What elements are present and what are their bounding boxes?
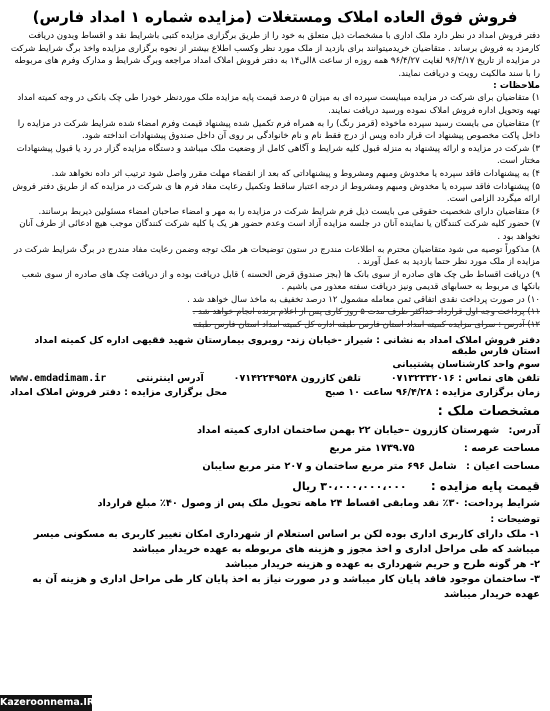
- explanation-1: ۱- ملک دارای کاربری اداری بوده لکن بر اساس استعلام از شهرداری امکان تغییر کاربری به مسکونی میسر میباشد که طی مراحل اداری و اخذ مجوز و هزینه های مربوطه به عهده خریدار میباشد: [33, 528, 540, 555]
- clause-9: ۹) دریافت اقساط طی چک های صادره از سوی بانک ها (بجز صندوق قرض الحسنه ) قابل دریافت بوده و از دریافت چک های صادره از سوی شعب بانکها ی مربوط به حسابهای قدیمی ونیز دریافت سفته معذور می باشیم .: [21, 269, 540, 293]
- notice-title: فروش فوق العاده املاک ومستغلات (مزایده شماره ۱ امداد فارس): [32, 8, 518, 26]
- spec-land-area: [10, 441, 540, 456]
- spec-land-area-label: مساحت عرصه :: [463, 442, 540, 454]
- schedule-row: [10, 387, 540, 398]
- website-label: آدرس اینترنتی: [136, 372, 204, 384]
- explanation-3: ۳- ساختمان موجود فاقد پایان کار میباشد و در صورت نیاز به اخذ پایان کار طی مراحل اداری و هزینه آن به عهده خریدار میباشد: [32, 573, 540, 600]
- spec-address: [10, 423, 540, 438]
- property-specs-title: مشخصات ملک :: [437, 403, 540, 419]
- spec-address-label: آدرس:: [508, 424, 540, 436]
- clause-6: ۶) متقاضیان دارای شخصیت حقوقی می بایست ذیل فرم شرایط شرکت در مزایده را به مهر و امضاء صاحبان امضاء مسئولین ذیربط برسانند.: [38, 206, 540, 217]
- spec-building-area: [10, 459, 540, 474]
- clauses-list: [10, 92, 540, 331]
- payment-terms: شرایط پرداخت: ۳۰٪ نقد ومابقی اقساط ۲۴ ماهه تحویل ملک پس از وصول ۴۰٪ مبلغ قرارداد: [97, 497, 540, 509]
- explanation-2: ۲- هر گونه طرح و حریم شهرداری به عهده و هزینه خریدار میباشد: [225, 558, 540, 570]
- struck-line-2: ۱۲) آدرس : سرای مزایده کمیته امداد استان فارس طبقه اداره کل کمیته امداد استان فارس طبقه: [193, 320, 540, 331]
- clause-4: ۴) به پیشنهادات فاقد سپرده یا مخدوش ومبهم ومشروط و پیشنهاداتی که بعد از انقضاء مهلت مقرر واصل شود ترتیب اثر داده نخواهد شد.: [51, 168, 540, 179]
- base-price: [10, 479, 540, 493]
- notes-heading: ملاحظات :: [493, 81, 540, 92]
- office-address: دفتر فروش املاک امداد به نشانی : شیراز -خیابان زند- روبروی بیمارستان شهید فقیهی اداره کل کمیته امداد استان فارس طبقه: [34, 334, 540, 357]
- watermark-badge: Kazeroonnema.IR: [0, 695, 92, 711]
- phone-main: تلفن های تماس : ۰۷۱۳۲۳۳۲۰۱۶: [390, 372, 540, 384]
- office-unit: سوم واحد کارشناسان پشتیبانی: [392, 358, 540, 370]
- spec-address-value: شهرستان کازرون –خیابان ۲۲ بهمن ساختمان اداری کمیته امداد: [196, 424, 500, 436]
- phone-kazeroon: تلفن کازرون ۰۷۱۴۲۲۴۹۵۴۸: [233, 372, 361, 384]
- explanations-heading: توضیحات :: [490, 513, 540, 525]
- auction-date: زمان برگزاری مزایده : ۹۶/۴/۲۸ ساعت ۱۰ صبح: [325, 386, 540, 398]
- clause-2: ۲) متقاضیان می بایست رسید سپرده ماخوذه (قرمز رنگ) را به همراه فرم تکمیل شده پیشنهاد قیمت وفرم امضاء شده شرایط شرکت در مزایده را داخل پاکت مخصوص پیشنهاد ات قرار داده وپس از درج فقط نام و نام خانوادگی بر روی آن داخل صندوق پیشنهادات انداخته شود.: [17, 118, 540, 142]
- clause-10: ۱۰) در صورت پرداخت نقدی اتفاقی ثمن معامله مشمول ۱۲ درصد تخفیف به ماخذ سال خواهد شد .: [187, 294, 540, 305]
- clause-1: ۱) متقاضیان برای شرکت در مزایده میبایست سپرده ای به میزان ۵ درصد قیمت پایه مزایده ملک موردنظر خودرا طی چک بانکی در وجه کمیته امداد تهیه وتحویل اداره فروش املاک نموده ورسید دریافت نمایند.: [17, 93, 540, 116]
- auction-venue: محل برگزاری مزایده : دفتر فروش املاک امداد: [10, 386, 228, 398]
- contact-row: [10, 373, 540, 384]
- base-price-label: قیمت پایه مزایده :: [430, 478, 540, 493]
- spec-building-area-value: شامل ۶۹۶ متر مربع ساختمان و ۲۰۷ متر مربع سایبان: [202, 460, 457, 472]
- base-price-value: ۳۰،۰۰۰،۰۰۰،۰۰۰ ریال: [292, 479, 407, 493]
- spec-building-area-label: مساحت اعیان :: [466, 460, 540, 472]
- struck-line-1: ۱۱) پرداخت وجه اول قرارداد حداکثر ظرف مدت ۵ روز کاری پس از اعلام برنده انجام خواهد شد .: [192, 307, 540, 318]
- intro-paragraph: دفتر فروش امداد در نظر دارد ملک اداری با مشخصات ذیل متعلق به خود را از طریق برگزاری مزایده کتبی باشرایط نقد و اقساط وبدون دریافت کارمزد به فروش برساند . متقاضیان خریدمیتوانند برای بازدید از ملک مورد نظر وکسب اطلاع بیشتر از نحوه برگزاری مزایده واخذ برگ شرایط شرکت در مزایده از تاریخ ۹۶/۴/۱۷ لغایت ۹۶/۴/۲۷ همه روزه از ساعت ۸الی۱۴ به دفتر فروش املاک امداد مراجعه وبرگ شرایط و مدارک وفرم های مربوطه را با سند مالکیت رویت و دریافت نمایند.: [10, 31, 540, 79]
- spec-land-area-value: ۱۷۳۹.۷۵ متر مربع: [329, 442, 415, 454]
- clause-3: ۳) شرکت در مزایده و ارائه پیشنهاد به منزله قبول کلیه شرایط و آگاهی کامل از وضعیت ملک میباشد و دستگاه مزایده گزار در رد یا قبول پیشنهادات مختار است.: [16, 143, 540, 167]
- clause-7: ۷) حضور کلیه شرکت کنندگان یا نماینده آنان در جلسه مزایده آزاد است وعدم حضور هر یک یا کلیه شرکت کنندگان موجب هیچ ادعائی از طرف آنان نخواهد بود .: [19, 219, 540, 242]
- website-url[interactable]: www.emdadimam.ir: [10, 372, 107, 384]
- clause-5: ۵) پیشنهادات فاقد سپرده یا مخدوش ومبهم ومشروط از درجه اعتبار ساقط وتکمیل رعایت مفاد فرم ها ی شرکت در مزایده که از طریق دفتر فروش ارائه میگردد الزامی است.: [12, 181, 540, 205]
- clause-8: ۸) مذکوراً توصیه می شود متقاضیان محترم به اطلاعات مندرج در ستون توضیحات هر ملک توجه وضمن رعایت مفاد مندرج در برگ شرایط شرکت در مزایده از ملک مورد نظر حتما بازدید به عمل آورند .: [14, 244, 540, 268]
